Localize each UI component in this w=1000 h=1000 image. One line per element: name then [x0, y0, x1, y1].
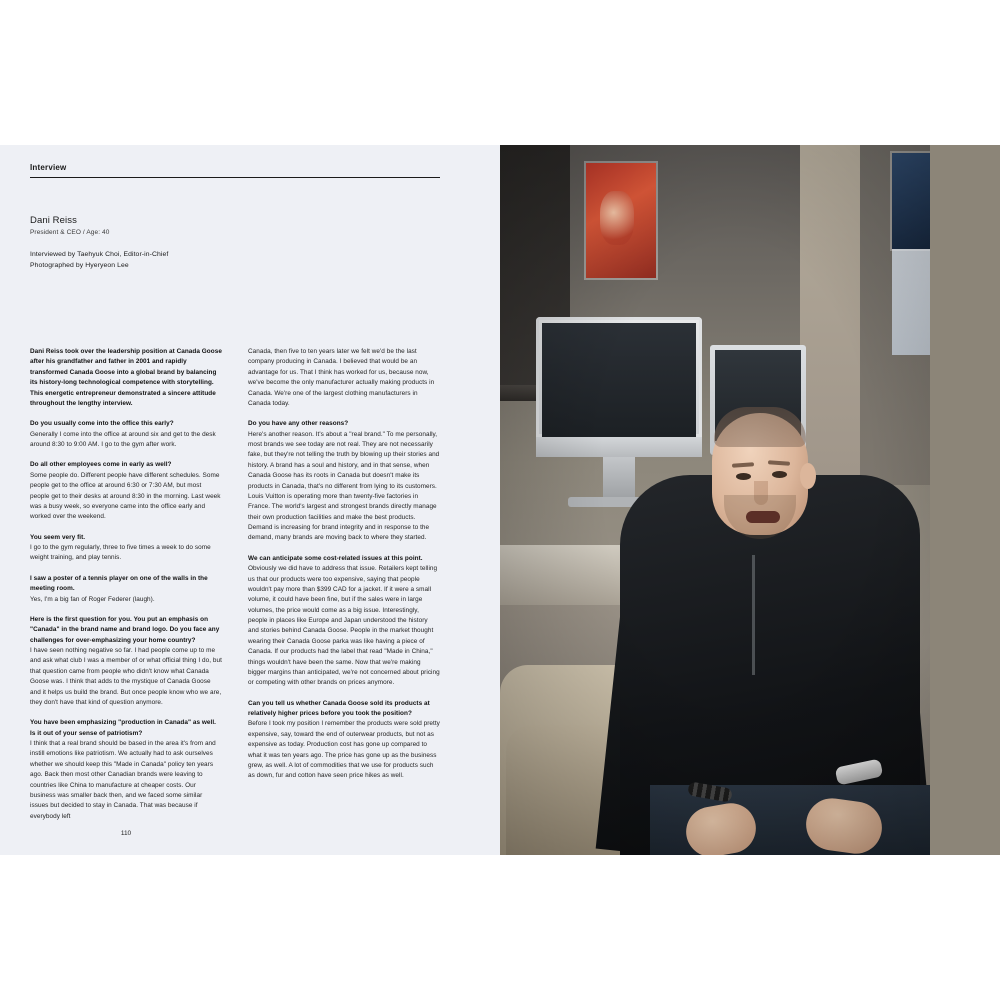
answer: I have seen nothing negative so far. I had people come up to me and ask what club I was a member of or what official thing I do, but that question came from people who didn't know what Canada Goose was. I think that adds to the mystique of Canada Goose and it helps us build the brand. But once people know who we are, they don't have that kind of question anymore. — [30, 647, 222, 706]
left-page — [0, 145, 500, 855]
answer: I go to the gym regularly, three to five times a week to do some weight training, and play tennis. — [30, 544, 211, 562]
photographer-credit: Photographed by Hyeryeon Lee — [30, 261, 129, 269]
question: I saw a poster of a tennis player on one of the walls in the meeting room. — [30, 574, 208, 593]
question: Do you usually come into the office this early? — [30, 420, 174, 428]
subject-block — [30, 215, 330, 236]
magazine-spread — [0, 145, 1000, 855]
answer: Obviously we did have to address that issue. Retailers kept telling us that our products were too expensive, saying that people wouldn't pay more than $399 CAD for a jacket. If it were a small volume, it could have been fine, but if the sales were in large volumes, the price would come as a big issue. Interestingly, people in places like Europe and Japan understood the history and stories behind Canada Goose. People in the market thought wearing their Canada Goose parka was like having a piece of Canada. If our products had the label that read "Made in China," things wouldn't have been the same. Now that we're making bigger margins than anticipated, we're not concerned about pricing or competing with other brands on prices anymore. — [248, 565, 440, 687]
body-columns — [30, 347, 440, 820]
answer-continued: Canada, then five to ten years later we felt we'd be the last company producing in Canada. I believed that would be an advantage for us. That I think has worked for us, because now, we've become the only manufacturer actually making products in Canada. We're one of the largest clothing manufacturers in Canada today. — [248, 348, 435, 407]
intro-paragraph: Dani Reiss took over the leadership position at Canada Goose after his grandfather and father in 2001 and rapidly transformed Canada Goose into a global brand by balancing its history-long technological competence with storytelling. This energetic entrepreneur demonstrated a sincere attitude throughout the lengthy interview. — [30, 348, 222, 407]
header-rule — [30, 177, 440, 178]
question: You seem very fit. — [30, 533, 86, 541]
section-label: Interview — [30, 163, 67, 172]
question: You have been emphasizing "production in Canada" as well. Is it out of your sense of patriotism? — [30, 719, 216, 737]
credits-block — [30, 250, 350, 271]
column-left — [30, 347, 222, 820]
answer: Yes, I'm a big fan of Roger Federer (laugh). — [30, 595, 155, 603]
answer: Before I took my position I remember the products were sold pretty expensive, say, toward the end of outerwear products, but not as expensive as today. Production cost has gone up compared to what it was ten years ago. The price has gone up as the business grew, as well. A lot of commodities that we use for products such as down, fur and cotton have seen price hikes as well. — [248, 720, 440, 780]
portrait-photograph — [500, 145, 930, 855]
answer: Some people do. Different people have different schedules. Some people get to the office at around 6:30 or 7:30 AM, but most people get to their desks at around 8:30 in the morning. Last week was a busy week, so everyone came into the office early and worked over the weekend. — [30, 471, 221, 521]
right-page — [500, 145, 1000, 855]
column-right — [248, 347, 440, 817]
subject-role: President & CEO / Age: 40 — [30, 229, 110, 236]
answer: Generally I come into the office at around six and get to the desk around 8:30 to 9:00 AM. I go to the gym after work. — [30, 430, 216, 448]
answer: Here's another reason. It's about a "real brand." To me personally, most brands we see today are not real. They are not necessarily fake, but they're not telling the truth by blowing up their stories and history. A brand has a soul and history, and in that sense, when Canada Goose has its roots in Canada but doesn't make its products in Canada, that's no different from lying to its customers. Louis Vuitton is operating more than twenty-five factories in France. The world's largest and strongest brands directly manage their own production facilities and make the best products. Demand is increasing for brand integrity and in response to the demand, many brands are moving back to where they started. — [248, 430, 440, 542]
interviewer-credit: Interviewed by Taehyuk Choi, Editor-in-Chief — [30, 251, 169, 258]
page-number: 110 — [120, 830, 132, 837]
question: Can you tell us whether Canada Goose sold its products at relatively higher prices before you took the position? — [248, 699, 430, 717]
question: Do all other employees come in early as well? — [30, 461, 172, 469]
subject-name: Dani Reiss — [30, 215, 77, 226]
question: We can anticipate some cost-related issues at this point. — [248, 554, 423, 562]
photo-vignette — [500, 145, 930, 855]
question: Here is the first question for you. You put an emphasis on "Canada" in the brand name and brand logo. Do you face any challenges for over-emphasizing your home country? — [30, 615, 220, 644]
question: Do you have any other reasons? — [248, 420, 349, 428]
answer: I think that a real brand should be based in the area it's from and instill emotions like patriotism. We actually had to ask ourselves whether we should keep this "Made in Canada" policy ten years ago. Back then most other Canadian brands were leaving to countries like China to manufacture at cheaper costs. Our business was smaller back then, and we faced some similar issues but decided to stay in Canada. That was because if everybody left — [30, 740, 216, 820]
